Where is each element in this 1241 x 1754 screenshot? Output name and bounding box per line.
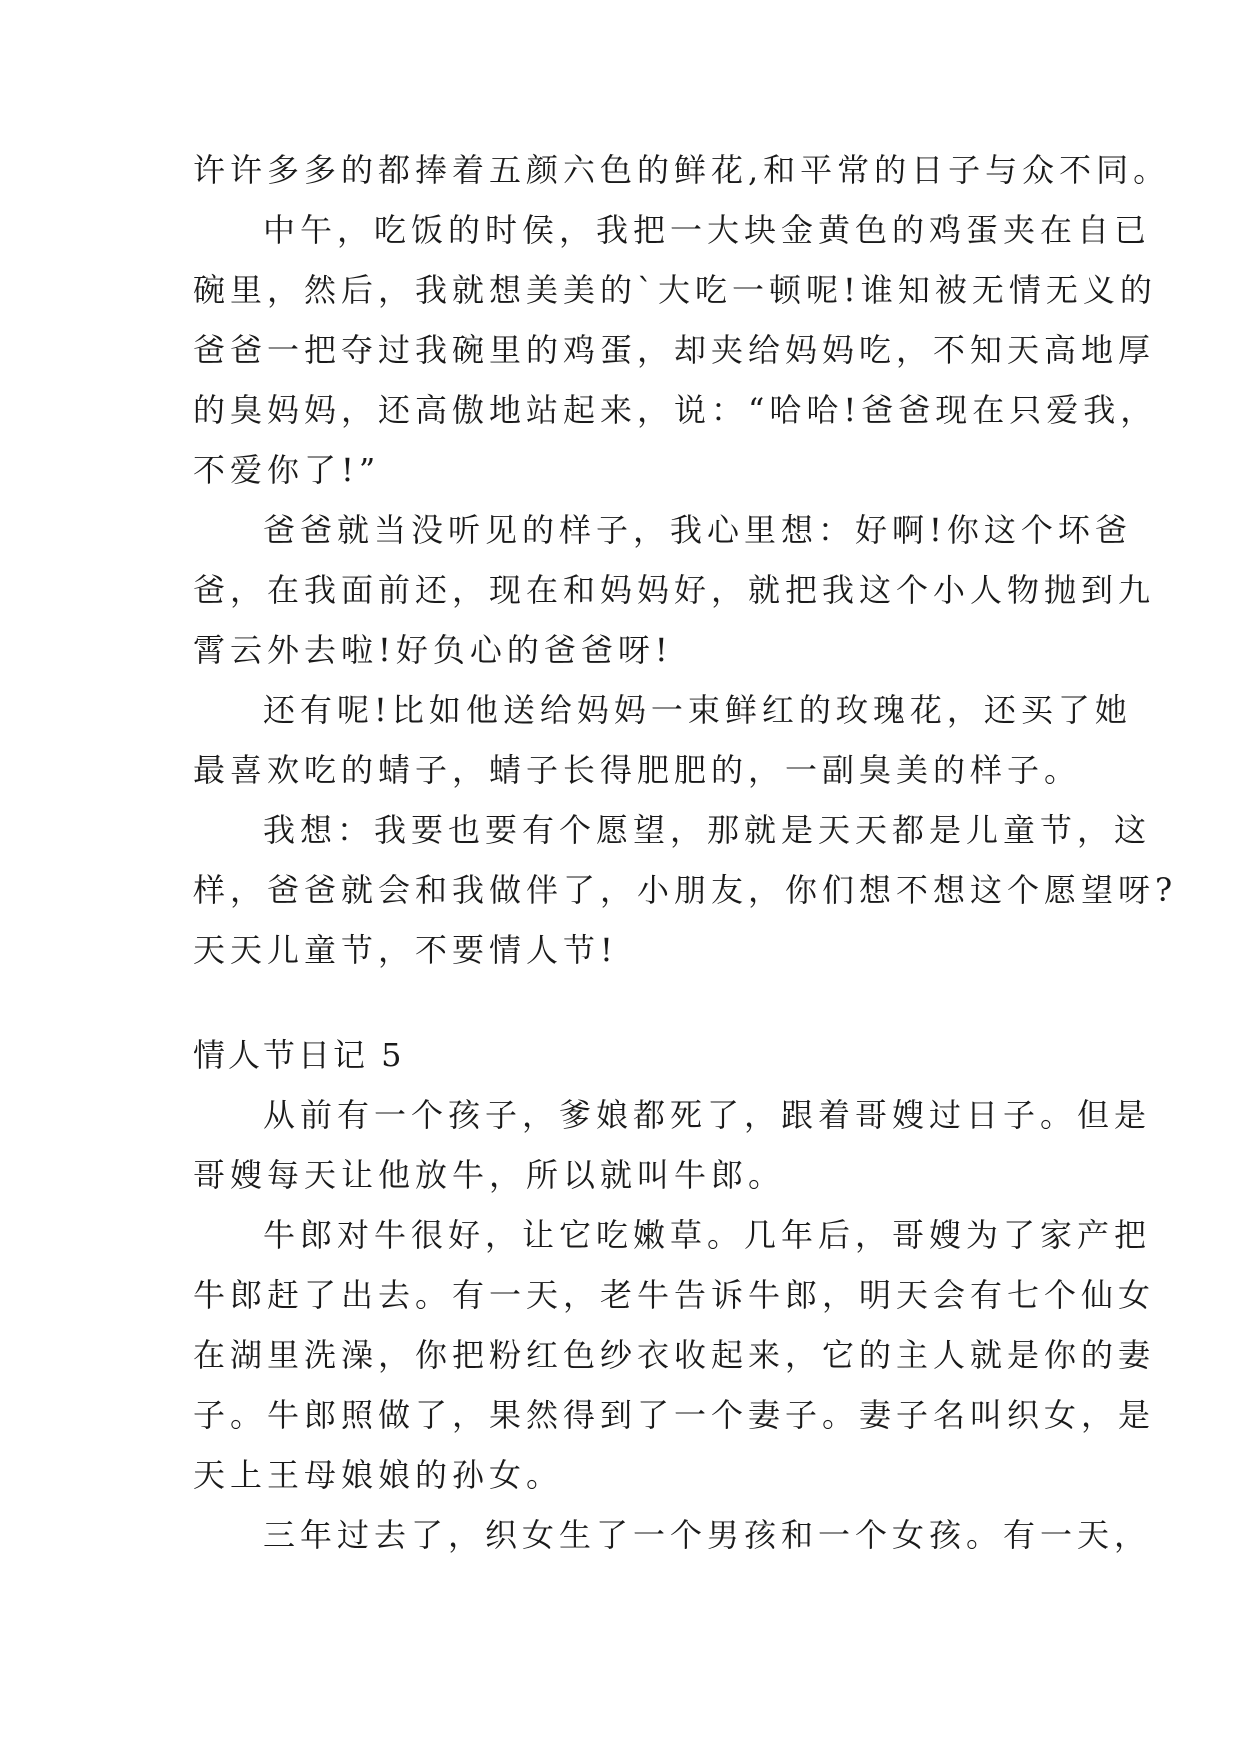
text-line: 爸爸就当没听见的样子，我心里想：好啊!你这个坏爸 [263,511,1132,549]
text-line: 爸爸一把夺过我碗里的鸡蛋，却夹给妈妈吃，不知天高地厚 [193,331,1156,369]
text-line: 哥嫂每天让他放牛，所以就叫牛郎。 [193,1156,786,1194]
text-line: 我想：我要也要有个愿望，那就是天天都是儿童节，这 [263,811,1152,849]
text-line: 天上王母娘娘的孙女。 [193,1456,564,1494]
text-line: 三年过去了，织女生了一个男孩和一个女孩。有一天， [263,1516,1152,1554]
section-title: 情人节日记 5 [193,1036,405,1074]
text-line: 中午，吃饭的时侯，我把一大块金黄色的鸡蛋夹在自已 [263,211,1152,249]
text-line: 天天儿童节，不要情人节! [193,931,618,969]
text-line: 从前有一个孩子，爹娘都死了，跟着哥嫂过日子。但是 [263,1096,1152,1134]
text-line: 碗里，然后，我就想美美的`大吃一顿呢!谁知被无情无义的 [193,271,1157,309]
text-line: 子。牛郎照做了，果然得到了一个妻子。妻子名叫织女，是 [193,1396,1156,1434]
text-line: 爸，在我面前还，现在和妈妈好，就把我这个小人物抛到九 [193,571,1156,609]
section-heading [193,1025,1073,1085]
text-line: 还有呢!比如他送给妈妈一束鲜红的玫瑰花，还买了她 [263,691,1132,729]
text-line: 牛郎赶了出去。有一天，老牛告诉牛郎，明天会有七个仙女 [193,1276,1156,1314]
body-text-part-2 [193,1085,1156,1565]
text-line: 在湖里洗澡，你把粉红色纱衣收起来，它的主人就是你的妻 [193,1336,1156,1374]
text-line: 样，爸爸就会和我做伴了，小朋友，你们想不想这个愿望呀? [193,871,1178,909]
text-line: 不爱你了!” [193,451,381,489]
text-line: 牛郎对牛很好，让它吃嫩草。几年后，哥嫂为了家产把 [263,1216,1152,1254]
text-line: 许许多多的都捧着五颜六色的鲜花,和平常的日子与众不同。 [193,151,1171,189]
text-line: 霄云外去啦!好负心的爸爸呀! [193,631,673,669]
text-line: 最喜欢吃的蜻子，蜻子长得肥肥的，一副臭美的样子。 [193,751,1082,789]
text-line: 的臭妈妈，还高傲地站起来，说：“哈哈!爸爸现在只爱我， [193,391,1158,429]
body-text-part-1 [193,140,1178,980]
